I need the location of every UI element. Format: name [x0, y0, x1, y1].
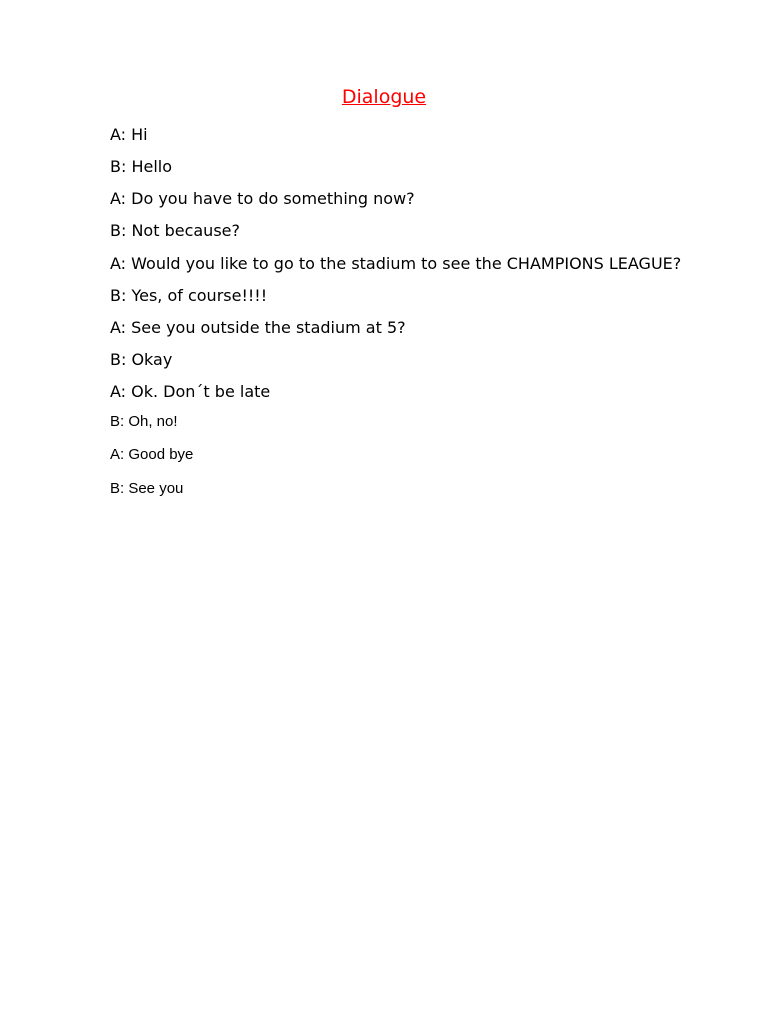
dialogue-line: A: Hi	[110, 125, 148, 144]
dialogue-line: B: Not because?	[110, 221, 240, 240]
dialogue-line: B: Okay	[110, 350, 173, 369]
dialogue-line: A: Good bye	[110, 446, 194, 463]
dialogue-line: A: Do you have to do something now?	[110, 189, 415, 208]
dialogue-line: B: See you	[110, 480, 184, 497]
page-title: Dialogue	[341, 86, 427, 108]
dialogue-line: B: Hello	[110, 157, 173, 176]
dialogue-line: A: Would you like to go to the stadium to see the CHAMPIONS LEAGUE?	[110, 254, 682, 273]
dialogue-line: A: Ok. Don´t be late	[110, 382, 271, 401]
dialogue-line: A: See you outside the stadium at 5?	[110, 318, 406, 337]
dialogue-line: B: Yes, of course!!!!	[110, 286, 268, 305]
dialogue-line: B: Oh, no!	[110, 413, 178, 430]
